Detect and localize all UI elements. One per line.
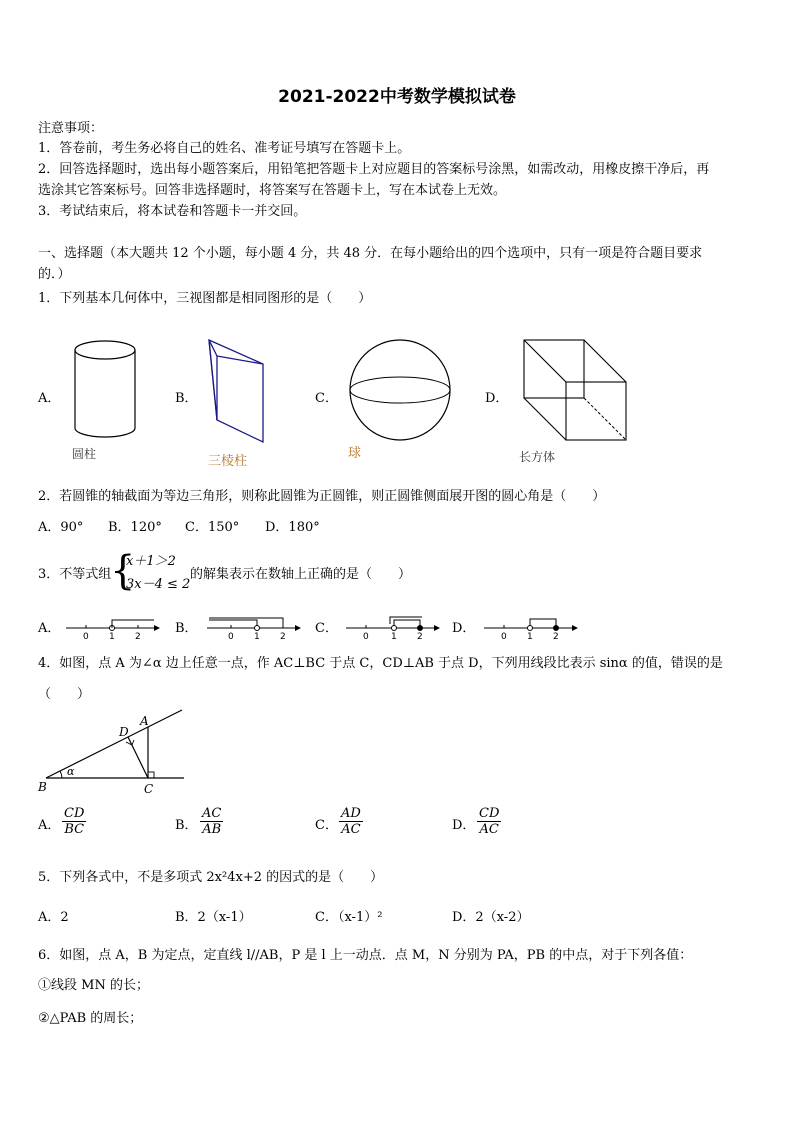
q3-stem-a: 3．不等式组 [38, 567, 112, 582]
triangular-prism-figure [203, 336, 267, 446]
q1-option-b-label: B． [175, 391, 198, 406]
angle-label-alpha: α [67, 765, 75, 778]
q3-stem-b: 的解集表示在数轴上正确的是（ ） [190, 567, 412, 582]
sphere-figure [344, 336, 456, 444]
section-heading-line-2: 的．） [38, 267, 71, 282]
numerator: AC [202, 806, 222, 821]
q2-stem: 2．若圆锥的轴截面为等边三角形，则称此圆锥为正圆锥，则正圆锥侧面展开图的圆心角是（ ） [38, 489, 606, 504]
q4-option-b-fraction [200, 806, 223, 837]
q6-item-1: ①线段 MN 的长； [38, 978, 149, 993]
tick-0: 0 [228, 632, 234, 642]
numerator: CD [479, 806, 500, 821]
q5-option-b: B．2（x-1） [175, 910, 252, 925]
q2-option-c: C．150° [185, 520, 240, 535]
q3-inequality-2: 3x－4 ≤ 2 [126, 577, 191, 592]
q5-option-a: A．2 [38, 910, 69, 925]
q4-option-c-fraction [339, 806, 363, 837]
q5-option-d: D．2（x-2） [452, 910, 530, 925]
q2-option-a: A．90° [38, 520, 84, 535]
page-title: 2021-2022中考数学模拟试卷 [278, 87, 516, 107]
tick-0: 0 [501, 632, 507, 642]
tick-2: 2 [280, 632, 286, 642]
q3-option-d-label: D． [452, 621, 476, 636]
section-heading-line-1: 一、选择题（本大题共 12 个小题，每小题 4 分，共 48 分．在每小题给出的四个选项中，只有一项是符合题目要求 [38, 246, 703, 261]
number-line-d [482, 614, 578, 642]
tick-1: 1 [391, 632, 397, 642]
q4-stem: 4．如图，点 A 为∠α 边上任意一点，作 AC⊥BC 于点 C，CD⊥AB 于点 D，下列用线段比表示 sinα 的值，错误的是 [38, 656, 723, 671]
q2-option-b: B．120° [108, 520, 162, 535]
tick-1: 1 [109, 632, 115, 642]
q4-option-b-label: B． [175, 818, 198, 833]
system-brace: { [110, 548, 136, 594]
q3-option-a-label: A． [38, 621, 61, 636]
point-label-b: B [38, 780, 47, 794]
q4-option-d-fraction [477, 806, 501, 837]
q1-option-c-label: C． [315, 391, 338, 406]
numerator: AD [341, 806, 361, 821]
q4-option-a-fraction [62, 806, 86, 837]
number-line-c [344, 614, 440, 642]
triangle-figure [36, 706, 188, 798]
cylinder-caption: 圆柱 [72, 447, 97, 461]
q4-option-a-label: A． [38, 818, 61, 833]
cuboid-figure [518, 336, 630, 444]
q5-stem: 5．下列各式中，不是多项式 2x²4x+2 的因式的是（ ） [38, 870, 384, 885]
tick-1: 1 [254, 632, 260, 642]
number-line-b [205, 614, 301, 642]
denominator: AC [479, 822, 499, 837]
denominator: AC [341, 822, 361, 837]
point-label-a: A [140, 714, 149, 728]
prism-caption: 三棱柱 [208, 454, 248, 469]
q6-item-2: ②△PAB 的周长； [38, 1011, 143, 1026]
q4-stem-2: （ ） [38, 687, 91, 702]
denominator: AB [202, 822, 222, 837]
notice-line-3: 3．考试结束后，将本试卷和答题卡一并交回。 [38, 204, 307, 219]
numerator: CD [64, 806, 85, 821]
tick-0: 0 [363, 632, 369, 642]
cylinder-figure [70, 338, 140, 442]
q4-option-d-label: D． [452, 818, 476, 833]
denominator: BC [64, 822, 85, 837]
q3-option-c-label: C． [315, 621, 338, 636]
notice-line-1: 1．答卷前，考生务必将自己的姓名、准考证号填写在答题卡上。 [38, 141, 411, 156]
notice-heading: 注意事项： [38, 121, 104, 136]
cuboid-caption: 长方体 [519, 450, 556, 464]
number-line-a [64, 614, 160, 642]
q2-option-d: D．180° [265, 520, 320, 535]
tick-1: 1 [527, 632, 533, 642]
q6-stem: 6．如图，点 A，B 为定点，定直线 l//AB，P 是 l 上一动点．点 M，N 分别为 PA，PB 的中点，对于下列各值： [38, 948, 693, 963]
q4-option-c-label: C． [315, 818, 338, 833]
q3-inequality-1: x＋1＞2 [126, 554, 176, 569]
q5-option-c: C．（x-1）² [315, 910, 383, 925]
point-label-c: C [144, 782, 154, 796]
tick-0: 0 [83, 632, 89, 642]
tick-2: 2 [553, 632, 559, 642]
notice-line-2: 2．回答选择题时，选出每小题答案后，用铅笔把答题卡上对应题目的答案标号涂黑，如需改动，用橡皮擦干净后，再 [38, 162, 710, 177]
q1-stem: 1．下列基本几何体中，三视图都是相同图形的是（ ） [38, 291, 372, 306]
tick-2: 2 [135, 632, 141, 642]
q3-option-b-label: B． [175, 621, 198, 636]
sphere-caption: 球 [348, 446, 362, 461]
q1-option-d-label: D． [485, 391, 509, 406]
q1-option-a-label: A． [38, 391, 61, 406]
point-label-d: D [119, 725, 129, 739]
notice-line-2b: 选涂其它答案标号。回答非选择题时，将答案写在答题卡上，写在本试卷上无效。 [38, 183, 507, 198]
tick-2: 2 [417, 632, 423, 642]
